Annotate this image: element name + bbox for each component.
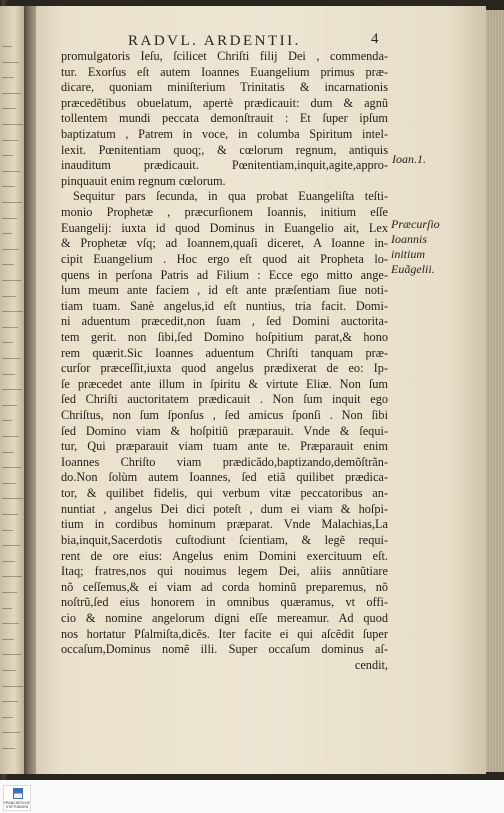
left-page-text-fragment [2,561,15,562]
text-line: noſtrũ,ſed eius honorem in omnibus quæramus, vt offi- [61,595,388,610]
text-line: promulgatoris Ieſu, ſcilicet Chriſti filij Dei , commenda- [61,49,388,63]
left-page-text-fragment [2,405,17,406]
text-line: bia,inquit,Sacerdotis cuſtodiunt ſcientiam, & legẽ requi- [61,532,388,547]
text-line: curſor præceſſit,iuxta quod angelus prædixerat de eo: Ip- [61,361,388,376]
text-line: pinquauit enim regnum cœlorum. [61,173,226,188]
left-page-text-fragment [2,358,20,359]
left-page-text-fragment [2,545,20,546]
text-line: tur. Exorſus eſt autem Ioannes Euangelium primus præ- [61,64,388,79]
left-page-text-fragment [2,452,14,453]
text-line: Itaq; fratres,nos qui nouimus legem Dei, aliis annũtiare [61,564,388,579]
left-page-text-fragment [2,686,23,687]
text-line: tollentem mundi peccata demonſtrauit : Et ſuper ipſum [61,111,388,126]
left-page-text-fragment [2,171,20,172]
text-line: do.Non ſolùm autem Ioannes, ſed etiã quilibet prædica- [61,470,388,485]
left-page-text-fragment [2,670,16,671]
text-line: præcedẽtibus obuelatum, apertè prædicauit: dum & agnũ [61,95,388,110]
text-line: ni aduentum præcedit,non ſuam , ſed Domini auctorita- [61,314,388,329]
left-page-text-fragment [2,748,15,749]
text-line: nos hortatur Pſalmiſta,dicẽs. Iter facite ei qui aſcẽdit ſuper [61,626,388,641]
text-line: Euangelij: iuxta id quod Dominus in Euangelio ait, Lex [61,220,388,235]
text-line: monio Prophetæ , præcurſionem Ioannis, initium eſſe [61,205,388,220]
library-logo[interactable] [3,785,31,811]
text-line: tur, Qui præparauit viam tuam ante te. Præparauit enim [61,439,388,454]
left-page-text-fragment [2,202,22,203]
left-page-text-fragment [2,186,15,187]
logo-mark-icon [13,788,23,799]
logo-text-line2: STIFTUNGEN [5,805,29,809]
left-page-text-fragment [2,218,17,219]
left-page-text-fragment [2,717,13,718]
margin-note-line: Præcurſio [391,217,440,231]
text-line: occaſum,Dominus nomẽ illi. Super occaſum dominus aſ- [61,642,388,657]
text-line: lum meum ante faciem , id eſt ante præſentiam ſiue noti- [61,283,388,298]
left-page-text-fragment [2,249,19,250]
left-page-text-fragment [2,124,23,125]
text-line: baptizatum , Patrem in voce, in columba Spiritum intel- [61,127,388,142]
left-page-text-fragment [2,46,12,47]
left-page-text-fragment [2,264,14,265]
text-line: nõ ceſſemus,& ei viam ad corda hominũ preparemus, nõ [61,579,388,594]
text-line: rent de ore eius: Angelus enim Domini exercituum eſt. [61,548,388,563]
left-page-text-fragment [2,108,16,109]
left-page-text-fragment [2,498,23,499]
text-line: cio & nomine angelorum digni eſſe mereamur. Ad quod [61,610,388,625]
text-line: dicare, quoniam miniſterium Trinitatis & incarnationis [61,80,388,95]
margin-note-line: Euãgelii. [391,262,435,276]
left-page-text-fragment [2,155,13,156]
left-page-text-fragment [2,280,21,281]
left-page-text-fragment [2,77,14,78]
text-line: Ioannes Chriſto viam prædicãdo,baptizando,demõſtrãn- [61,454,388,469]
left-page-text-fragment [2,436,19,437]
margin-note-line: initium [391,247,426,261]
book-gutter [24,6,36,774]
text-line: ſed Chriſti auctoritatem prædicauit . Non ſum inquit ego [61,392,388,407]
text-line: Sequitur pars ſecunda, in qua probat Euangeliſta teſti- [73,189,388,204]
viewer-footer [0,780,504,813]
left-page-text-fragment [2,327,18,328]
margin-note-praecursio [391,217,440,277]
page-number: 4 [371,31,379,47]
left-page-text-fragment [2,483,16,484]
text-line: inauditum prædicauit. Pœnitentiam,inquit,agite,appro- [61,158,388,173]
page-stack-edge [486,10,504,772]
left-page-edge [0,6,24,774]
left-page-text-fragment [2,140,18,141]
text-line: tem gerit. non ſibi,ſed Domino hoſpitium parat,& hono [61,329,388,344]
logo-text-line1: FRANCKESCHE [4,801,30,805]
running-head: RADVL. ARDENTII. [128,33,301,49]
left-page-text-fragment [2,701,18,702]
margin-note-ioan: Ioan.1. [392,152,426,166]
text-line: cendit, [354,657,388,672]
left-page-text-fragment [2,93,21,94]
text-line: & Prophetæ vſq; ad Ioannem,quaſi diceret, A Ioanne in- [61,236,388,251]
left-page-text-fragment [2,467,21,468]
left-page-text-fragment [2,420,12,421]
left-page-text-fragment [2,732,20,733]
text-line: lexit. Pœnitentiam quoq;, & cœlorum regnum, antiquis [61,142,388,157]
left-page-text-fragment [2,311,23,312]
text-line: quens in perſona Patris ad Filium : Ecce ego mitto ange- [61,267,388,282]
left-page-text-fragment [2,654,21,655]
text-line: ſe præcedet ante illum in ſpiritu & virtute Eliæ. Non ſum [61,376,388,391]
left-page-text-fragment [2,576,22,577]
text-line: tor, & quilibet fidelis, qui verbum vitæ peccatoribus an- [61,486,388,501]
text-line: Chriſtus, non ſum ſponſus , ſed amicus ſponſi . Non ſibi [61,408,388,423]
text-line: tium in cordibus hominum præparat. Vnde Malachias,La [61,517,388,532]
left-page-text-fragment [2,233,12,234]
text-line: nuntiat , angelus Dei dici poteſt , dum ei viam & hoſpi- [61,501,388,516]
margin-note-line: Ioannis [391,232,427,246]
text-line: ſed Domino viam & hoſpitiũ præparauit. Vnde & ſequi- [61,423,388,438]
text-line: cipit Euangelium . Hoc ergo eſt quod ait Propheta lo- [61,251,388,266]
left-page-text-fragment [2,62,19,63]
left-page-text-fragment [2,592,17,593]
left-page-text-fragment [2,296,16,297]
left-page-text-fragment [2,623,19,624]
left-page-text-fragment [2,530,13,531]
text-line: rem quærit.Sic Ioannes aduentum Chriſti tanquam præ- [61,345,388,360]
body-text [61,49,388,673]
left-page-text-fragment [2,514,18,515]
left-page-text-fragment [2,342,13,343]
text-line: tiam tuam. Sanè angelus,id eſt nuntius, tria facit. Domi- [61,298,388,313]
left-page-text-fragment [2,608,12,609]
left-page-text-fragment [2,639,14,640]
left-page-text-fragment [2,374,15,375]
left-page-text-fragment [2,389,22,390]
